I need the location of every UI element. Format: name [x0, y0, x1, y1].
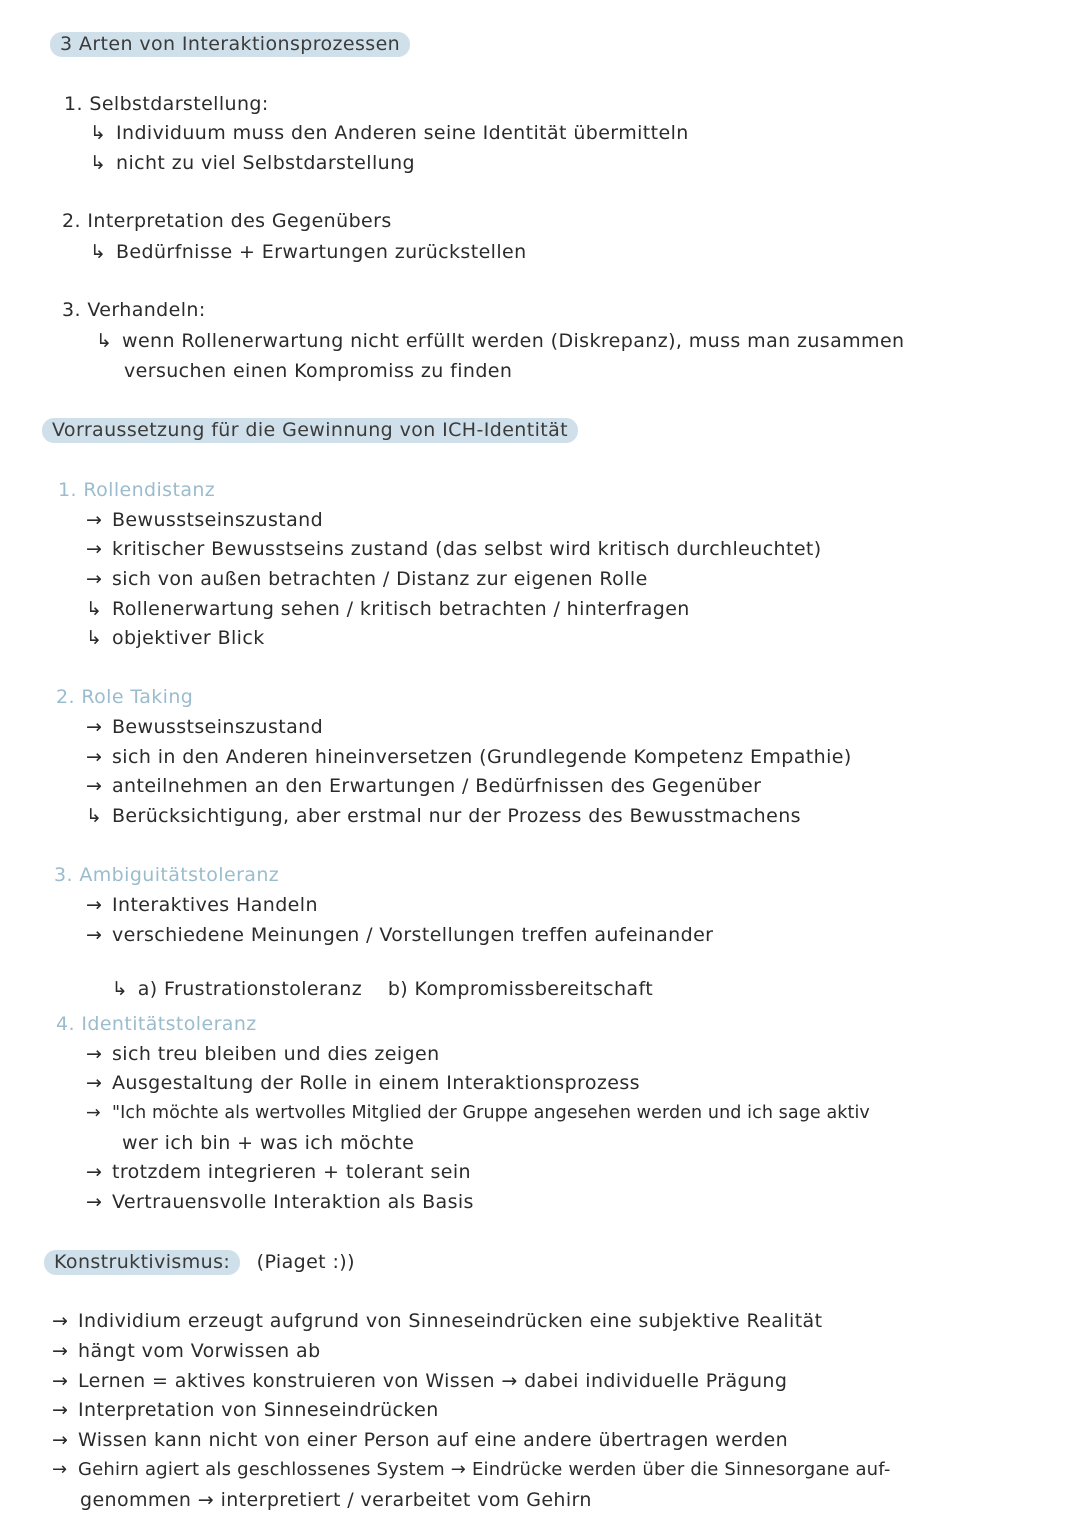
role-taking-line-4: ↳ Berücksichtigung, aber erstmal nur der Prozess des Bewusstmachens — [86, 805, 801, 827]
arrow-icon: → — [52, 1370, 69, 1392]
konstruktivismus-line-1: → Individium erzeugt aufgrund von Sinneseindrücken eine subjektive Realität — [52, 1310, 823, 1332]
arrow-icon: → — [52, 1310, 69, 1332]
item-2-line-1: ↳ Bedürfnisse + Erwartungen zurückstellen — [90, 241, 527, 263]
ambiguitaetstoleranz-line-2: → verschiedene Meinungen / Vorstellungen treffen aufeinander — [86, 924, 714, 946]
hook-arrow-icon: ↳ — [86, 805, 103, 827]
arrow-icon: → — [52, 1459, 68, 1480]
rollendistanz-heading: 1. Rollendistanz — [58, 479, 216, 501]
role-taking-line-3: → anteilnehmen an den Erwartungen / Bedürfnissen des Gegenüber — [86, 775, 762, 797]
arrow-icon: → — [86, 568, 103, 590]
item-1-line-1: ↳ Individuum muss den Anderen seine Identität übermitteln — [90, 122, 689, 144]
rollendistanz-line-4: ↳ Rollenerwartung sehen / kritisch betrachten / hinterfragen — [86, 598, 690, 620]
hook-arrow-icon: ↳ — [90, 122, 107, 144]
arrow-icon: → — [86, 538, 103, 560]
role-taking-line-2: → sich in den Anderen hineinversetzen (Grundlegende Kompetenz Empathie) — [86, 746, 852, 768]
konstruktivismus-line-7: genommen → interpretiert / verarbeitet vom Gehirn — [80, 1489, 592, 1511]
konstruktivismus-line-4: → Interpretation von Sinneseindrücken — [52, 1399, 439, 1421]
hook-arrow-icon: ↳ — [86, 627, 103, 649]
arrow-icon: → — [86, 509, 103, 531]
konstruktivismus-line-2: → hängt vom Vorwissen ab — [52, 1340, 321, 1362]
identitaetstoleranz-line-5: → trotzdem integrieren + tolerant sein — [86, 1161, 471, 1183]
identitaetstoleranz-line-6: → Vertrauensvolle Interaktion als Basis — [86, 1191, 474, 1213]
konstruktivismus-line-3: → Lernen = aktives konstruieren von Wissen → dabei individuelle Prägung — [52, 1370, 788, 1392]
arrow-icon: → — [86, 775, 103, 797]
hook-arrow-icon: ↳ — [90, 152, 107, 174]
arrow-icon: → — [86, 1103, 101, 1123]
identitaetstoleranz-line-4: wer ich bin + was ich möchte — [122, 1132, 415, 1154]
identitaetstoleranz-heading: 4. Identitätstoleranz — [56, 1013, 257, 1035]
item-1-line-2: ↳ nicht zu viel Selbstdarstellung — [90, 152, 415, 174]
section-3-aside: (Piaget :)) — [256, 1251, 355, 1273]
section-1-title: 3 Arten von Interaktionsprozessen — [50, 32, 410, 57]
identitaetstoleranz-line-2: → Ausgestaltung der Rolle in einem Interaktionsprozess — [86, 1072, 640, 1094]
konstruktivismus-line-5: → Wissen kann nicht von einer Person auf eine andere übertragen werden — [52, 1429, 789, 1451]
ambiguitaetstoleranz-heading: 3. Ambiguitätstoleranz — [54, 864, 280, 886]
item-3-line-2: versuchen einen Kompromiss zu finden — [124, 360, 513, 382]
rollendistanz-line-2: → kritischer Bewusstseins zustand (das selbst wird kritisch durchleuchtet) — [86, 538, 822, 560]
hook-arrow-icon: ↳ — [111, 978, 129, 1000]
arrow-icon: → — [52, 1399, 69, 1421]
rollendistanz-line-1: → Bewusstseinszustand — [86, 509, 324, 531]
section-2-heading — [42, 418, 578, 442]
konstruktivismus-line-6: → Gehirn agiert als geschlossenes System → Eindrücke werden über die Sinnesorgane auf- — [52, 1459, 891, 1480]
item-3-heading: 3. Verhandeln: — [62, 299, 206, 321]
rollendistanz-line-3: → sich von außen betrachten / Distanz zur eigenen Rolle — [86, 568, 648, 590]
section-3-heading — [44, 1250, 355, 1274]
arrow-icon: → — [86, 1072, 103, 1094]
arrow-icon: → — [86, 716, 103, 738]
item-3-line-1: ↳ wenn Rollenerwartung nicht erfüllt werden (Diskrepanz), muss man zusammen — [96, 330, 905, 352]
arrow-icon: → — [52, 1340, 69, 1362]
hook-arrow-icon: ↳ — [90, 241, 107, 263]
identitaetstoleranz-line-1: → sich treu bleiben und dies zeigen — [86, 1043, 440, 1065]
item-2-heading: 2. Interpretation des Gegenübers — [62, 210, 392, 232]
hook-arrow-icon: ↳ — [86, 598, 103, 620]
section-1-heading — [50, 32, 410, 56]
role-taking-line-1: → Bewusstseinszustand — [86, 716, 324, 738]
item-1-heading: 1. Selbstdarstellung: — [64, 93, 269, 115]
arrow-icon: → — [86, 1191, 103, 1213]
arrow-icon: → — [86, 894, 103, 916]
ambiguitaetstoleranz-line-3: ↳ a) Frustrationstoleranz b) Kompromissbereitschaft — [111, 978, 654, 1000]
identitaetstoleranz-line-3: → "Ich möchte als wertvolles Mitglied der Gruppe angesehen werden und ich sage aktiv — [86, 1103, 870, 1123]
arrow-icon: → — [86, 924, 103, 946]
arrow-icon: → — [52, 1429, 69, 1451]
rollendistanz-line-5: ↳ objektiver Blick — [86, 627, 265, 649]
arrow-icon: → — [86, 1043, 103, 1065]
arrow-icon: → — [86, 1161, 103, 1183]
role-taking-heading: 2. Role Taking — [56, 686, 194, 708]
hook-arrow-icon: ↳ — [96, 330, 113, 352]
ambiguitaetstoleranz-line-1: → Interaktives Handeln — [86, 894, 318, 916]
section-3-title: Konstruktivismus: — [44, 1250, 240, 1275]
section-2-title: Vorraussetzung für die Gewinnung von ICH-Identität — [42, 418, 578, 443]
arrow-icon: → — [86, 746, 103, 768]
